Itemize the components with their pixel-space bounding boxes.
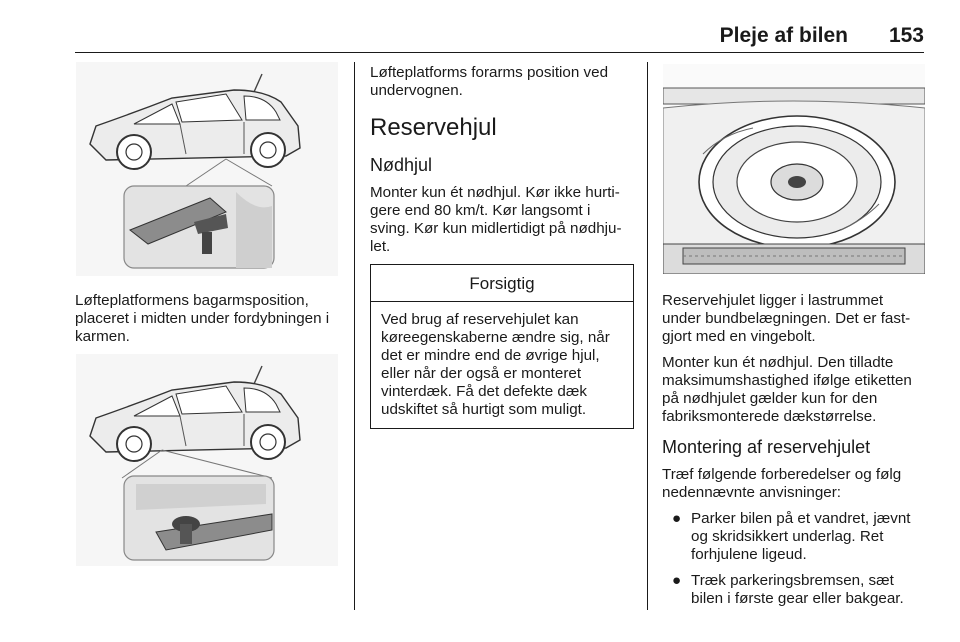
- caution-body: Ved brug af reservehjulet kan køreegenskaberne ændre sig, når det er mindre end de øvrige hjul, eller når der også er monteret vinterdæk. Få det defekte dæk udskiftet så hurtigt som muligt.: [381, 311, 610, 418]
- column-divider-right: [647, 62, 648, 610]
- list-item-text: Parker bilen på et vandret, jævnt og skridsikkert underlag. Ret forhjulene ligeud.: [691, 510, 911, 563]
- header-title: Pleje af bilen: [719, 24, 848, 47]
- subsection-title: Nødhjul: [370, 155, 433, 175]
- instruction-list: [662, 510, 924, 608]
- caution-box: [370, 264, 634, 429]
- max-speed-paragraph: Monter kun ét nødhjul. Den tilladte maksimumshastighed ifølge etiketten på nødhjulet gælder kun for den fabriksmonterede dækstørrelse.: [662, 354, 912, 425]
- column-left: [75, 292, 337, 354]
- list-item: [662, 510, 924, 564]
- intro-text: Løfteplatforms forarms position ved undervognen.: [370, 64, 609, 99]
- spare-wheel-illustration: [663, 64, 925, 274]
- figure-front-lift-position: [76, 354, 338, 566]
- figure-rear-lift-position: [76, 62, 338, 276]
- caption-rear-lift: Løfteplatformens bagarmsposition, placeret i midten under fordybningen i karmen.: [75, 292, 330, 345]
- list-item: [662, 572, 924, 608]
- mounting-heading: Montering af reservehjulet: [662, 437, 871, 457]
- preparation-paragraph: Træf følgende forberedelser og følg nedennævnte anvisninger:: [662, 466, 902, 501]
- bullet-icon: ●: [672, 572, 682, 589]
- column-middle: [370, 64, 634, 429]
- column-right: [662, 292, 924, 616]
- spare-wheel-location-paragraph: Reservehjulet ligger i lastrummet under bundbelægningen. Det er fastgjort med en vingebolt.: [662, 292, 911, 345]
- car-rear-lift-illustration: [76, 62, 338, 276]
- emergency-wheel-paragraph: Monter kun ét nødhjul. Kør ikke hurtigere end 80 km/t. Kør langsomt i sving. Kør kun midlertidigt på nødhjulet.: [370, 184, 622, 255]
- column-divider-left: [354, 62, 355, 610]
- list-item-text: Træk parkeringsbremsen, sæt bilen i første gear eller bakgear.: [691, 572, 904, 607]
- car-front-lift-illustration: [76, 354, 338, 566]
- bullet-icon: ●: [672, 510, 682, 527]
- section-title: Reservehjul: [370, 114, 497, 141]
- header-rule: [75, 52, 924, 53]
- figure-spare-wheel-trunk: [663, 64, 925, 274]
- page-number: 153: [888, 24, 924, 47]
- caution-title: Forsigtig: [371, 265, 633, 302]
